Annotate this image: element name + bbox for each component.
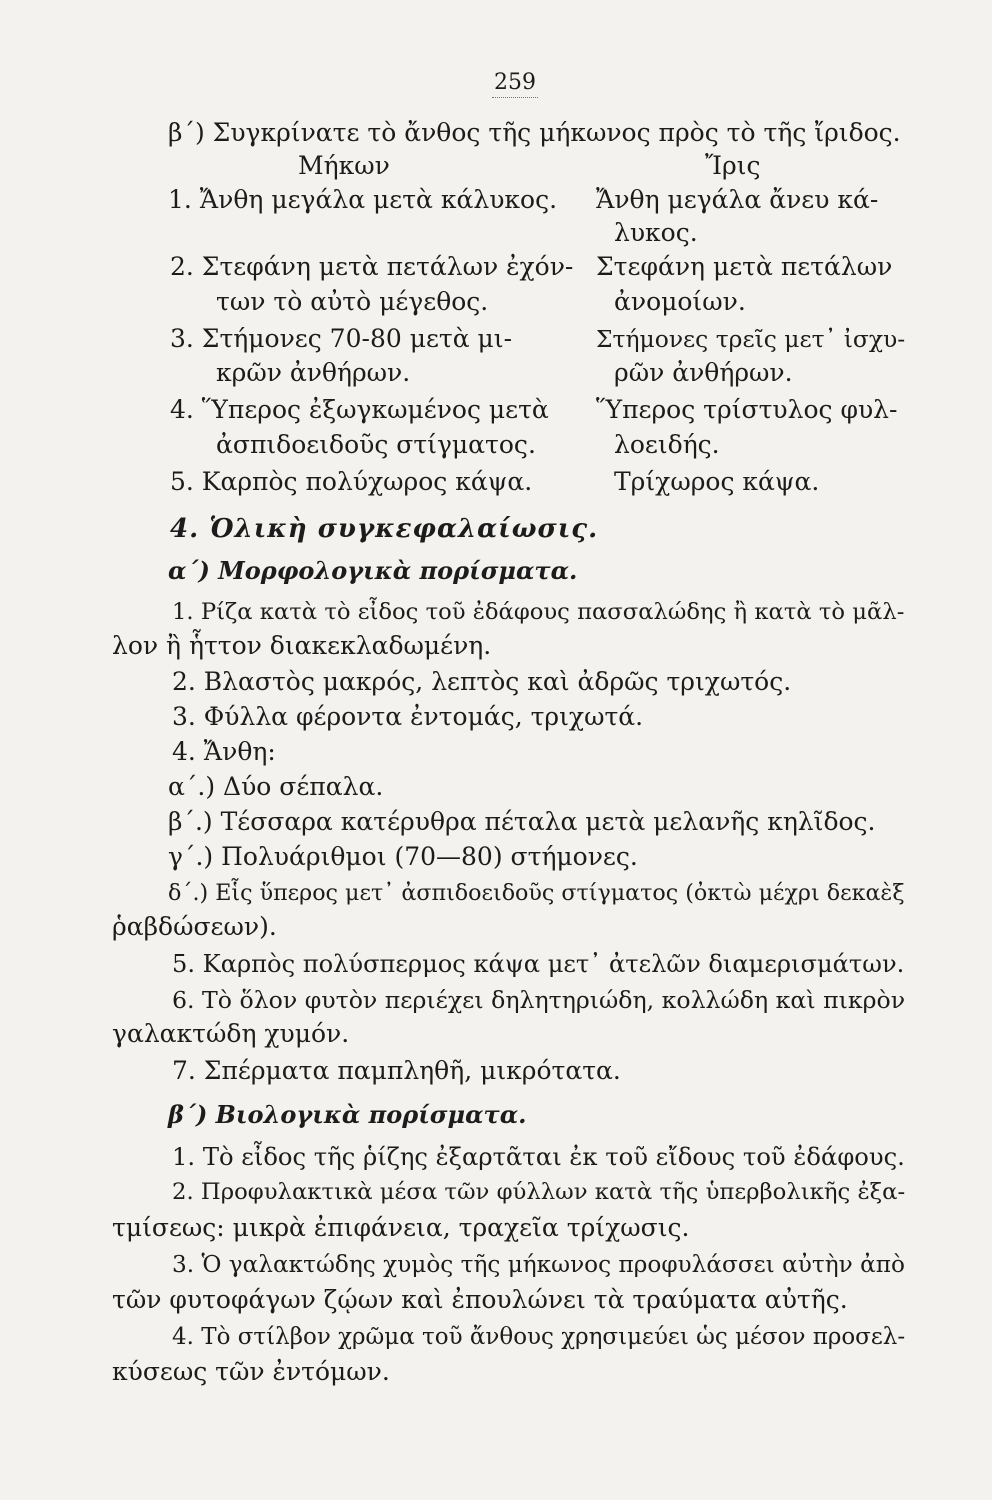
biology-item: 3. Ὁ γαλακτώδης χυμὸς τῆς μήκωνος προφυλάσσει αὐτὴν ἀπὸ	[172, 1251, 905, 1278]
morphology-subheading: α΄) Μορφολογικὰ πορίσματα.	[168, 556, 578, 585]
morphology-item: 6. Τὸ ὅλον φυτὸν περιέχει δηλητηριώδη, κολλώδη καὶ πικρὸν	[172, 986, 906, 1014]
morphology-subitem: β΄.) Τέσσαρα κατέρυθρα πέταλα μετὰ μελανῆς κηλῖδος.	[168, 807, 876, 836]
compare-left-line: κρῶν ἀνθήρων.	[216, 358, 411, 387]
morphology-item-continuation: λον ἢ ἧττον διακεκλαδωμένη.	[112, 631, 492, 660]
biology-item: 1. Τὸ εἶδος τῆς ῥίζης ἐξαρτᾶται ἐκ τοῦ εἴδους τοῦ ἐδάφους.	[172, 1142, 905, 1171]
morphology-item-continuation: γαλακτώδη χυμόν.	[112, 1019, 350, 1048]
compare-right-line: Ὕπερος τρίστυλος φυλ-	[596, 395, 898, 424]
morphology-item: 2. Βλαστὸς μακρός, λεπτὸς καὶ ἀδρῶς τριχωτός.	[172, 667, 792, 696]
morphology-item: 1. Ρίζα κατὰ τὸ εἶδος τοῦ ἐδάφους πασσαλώδης ἢ κατὰ τὸ μᾶλ-	[172, 599, 905, 625]
compare-right-line: λυκος.	[614, 218, 698, 247]
biology-item-continuation: κύσεως τῶν ἐντόμων.	[112, 1357, 390, 1386]
compare-right-line: λοειδής.	[614, 430, 720, 459]
biology-item-continuation: τμίσεως: μικρὰ ἐπιφάνεια, τραχεῖα τρίχωσις.	[112, 1213, 690, 1242]
compare-right-line: Τρίχωρος κάψα.	[614, 467, 820, 496]
compare-right-line: Στήμονες τρεῖς μετ᾽ ἰσχυ-	[596, 325, 906, 353]
compare-left-line: 3. Στήμονες 70-80 μετὰ μι-	[170, 324, 513, 353]
biology-subheading: β΄) Βιολογικὰ πορίσματα.	[168, 1100, 527, 1129]
compare-left-line: 5. Καρπὸς πολύχωρος κάψα.	[170, 467, 533, 496]
biology-item: 4. Τὸ στίλβον χρῶμα τοῦ ἄνθους χρησιμεύει ὡς μέσον προσελ-	[172, 1324, 906, 1350]
compare-left-line: ἀσπιδοειδοῦς στίγματος.	[216, 430, 536, 459]
compare-left-line: 4. Ὕπερος ἐξωγκωμένος μετὰ	[170, 395, 549, 424]
compare-right-line: ρῶν ἀνθήρων.	[614, 358, 793, 387]
morphology-item-continuation: ῥαβδώσεων).	[112, 912, 277, 941]
page-number: 259	[492, 70, 538, 98]
column-header-iris: Ἴρις	[705, 151, 761, 180]
morphology-subitem: γ΄.) Πολυάριθμοι (70—80) στήμονες.	[168, 842, 638, 871]
morphology-item: 5. Καρπὸς πολύσπερμος κάψα μετ᾽ ἀτελῶν διαμερισμάτων.	[172, 950, 905, 978]
compare-right-line: Στεφάνη μετὰ πετάλων	[596, 252, 893, 281]
column-header-mekon: Μήκων	[298, 151, 390, 180]
compare-left-line: 2. Στεφάνη μετὰ πετάλων ἐχόν-	[170, 252, 574, 281]
biology-item: 2. Προφυλακτικὰ μέσα τῶν φύλλων κατὰ τῆς ὑπερβολικῆς ἐξα-	[172, 1179, 906, 1205]
comparison-intro: β΄) Συγκρίνατε τὸ ἄνθος τῆς μήκωνος πρὸς τὸ τῆς ἴριδος.	[168, 118, 901, 147]
compare-left-line: 1. Ἄνθη μεγάλα μετὰ κάλυκος.	[168, 185, 558, 214]
biology-item-continuation: τῶν φυτοφάγων ζῴων καὶ ἐπουλώνει τὰ τραύματα αὐτῆς.	[112, 1285, 848, 1314]
morphology-item: 3. Φύλλα φέροντα ἐντομάς, τριχωτά.	[172, 702, 644, 731]
morphology-subitem: δ΄.) Εἷς ὕπερος μετ᾽ ἀσπιδοειδοῦς στίγματος (ὀκτὼ μέχρι δεκαὲξ	[168, 880, 905, 906]
compare-right-line: Ἄνθη μεγάλα ἄνευ κά-	[596, 185, 879, 214]
compare-left-line: των τὸ αὐτὸ μέγεθος.	[216, 287, 489, 316]
morphology-item: 4. Ἄνθη:	[172, 737, 276, 766]
summary-heading: 4. Ὁλικὴ συγκεφαλαίωσις.	[170, 514, 599, 544]
morphology-subitem: α΄.) Δύο σέπαλα.	[168, 772, 384, 801]
compare-right-line: ἀνομοίων.	[614, 287, 746, 316]
morphology-item: 7. Σπέρματα παμπληθῆ, μικρότατα.	[172, 1056, 621, 1085]
